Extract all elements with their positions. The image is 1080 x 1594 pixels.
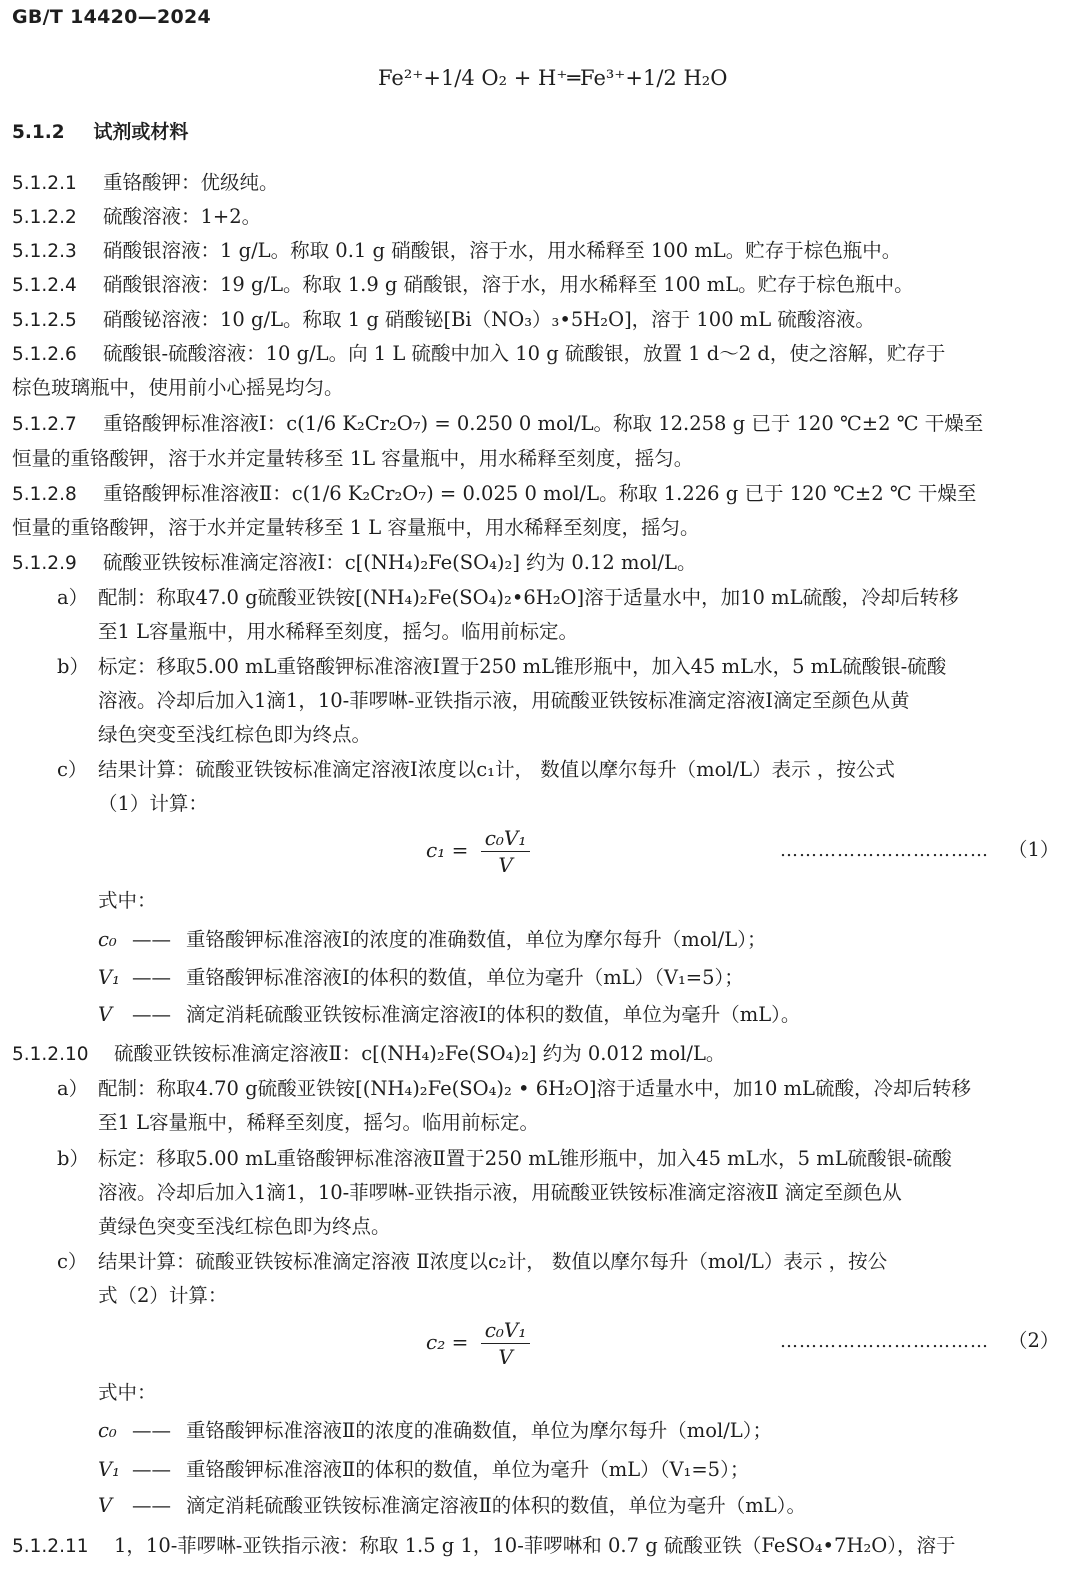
clause-text: 硫酸溶液：1+2。 [103,205,262,228]
formula-number: （2） [1008,1329,1060,1352]
clause-text: 重铬酸钾：优级纯。 [103,171,279,194]
sub-item-label: b） [57,1147,89,1170]
sub-item-b-continued: 绿色突变至浅红棕色即为终点。 [98,723,372,746]
symbol: V [98,1494,113,1517]
clause-number: 5.1.2.6 [12,344,77,365]
clause-5-1-2-8 [12,484,976,505]
sub-item-b-continued: 溶液。冷却后加入1滴1，10-菲啰啉-亚铁指示液，用硫酸亚铁铵标准滴定溶液Ⅰ滴定至颜色从黄 [98,689,910,712]
sub-item-label: a） [57,586,89,609]
formula-fraction [481,1318,531,1369]
clause-5-1-2-6-continued: 棕色玻璃瓶中，使用前小心摇晃均匀。 [12,376,344,399]
symbol: V [98,1003,113,1026]
symbol: V₁ [98,966,120,989]
formula-1 [426,826,530,877]
clause-5-1-2-6 [12,344,945,365]
formula-2 [426,1318,530,1369]
clause-5-1-2-11 [12,1536,956,1557]
clause-text: 硝酸银溶液：19 g/L。称取 1.9 g 硝酸银，溶于水，用水稀释至 100 mL。贮存于棕色瓶中。 [103,273,914,296]
clause-5-1-2-2 [12,207,261,228]
clause-5-1-2-9 [12,553,696,574]
section-title: 试剂或材料 [93,121,189,143]
sub-item-text: 标定：移取5.00 mL重铬酸钾标准溶液Ⅰ置于250 mL锥形瓶中，加入45 mL水，5 mL硫酸银-硫酸 [98,655,947,678]
sub-item-b [57,657,946,677]
clause-5-1-2-10 [12,1044,725,1065]
section-heading [12,117,188,144]
formula-leader-dots: …………………………… [780,1331,989,1352]
sub-item-b [57,1149,952,1169]
sub-item-text: 标定：移取5.00 mL重铬酸钾标准溶液Ⅱ置于250 mL锥形瓶中，加入45 mL水，5 mL硫酸银-硫酸 [98,1147,952,1170]
sub-item-c-continued: 式（2）计算： [98,1284,228,1307]
standard-code: GB/T 14420—2024 [12,6,212,28]
definition-text: 重铬酸钾标准溶液Ⅰ的浓度的准确数值，单位为摩尔每升（mol/L）； [186,928,767,951]
dash: —— [132,966,171,989]
definition-text: 重铬酸钾标准溶液Ⅱ的浓度的准确数值，单位为摩尔每升（mol/L）； [186,1419,772,1442]
clause-text: 重铬酸钾标准溶液Ⅰ：c(1/6 K₂Cr₂O₇) = 0.250 0 mol/L。称取 12.258 g 已于 120 ℃±2 ℃ 干燥至 [103,412,984,435]
dash: —— [132,1419,171,1442]
clause-number: 5.1.2.10 [12,1044,89,1065]
sub-item-c [57,760,895,780]
formula-lhs: c₁ = [426,838,469,862]
clause-text: 硝酸铋溶液：10 g/L。称取 1 g 硝酸铋[Bi（NO₃）₃•5H₂O]，溶于 100 mL 硫酸溶液。 [103,308,875,331]
definition-v1 [98,1460,749,1480]
clause-text: 硫酸银-硫酸溶液：10 g/L。向 1 L 硫酸中加入 10 g 硫酸银，放置 1 d～2 d，使之溶解，贮存于 [103,342,946,365]
clause-number: 5.1.2.9 [12,553,77,574]
dash: —— [132,1494,171,1517]
clause-number: 5.1.2.2 [12,207,77,228]
sub-item-text: 配制：称取47.0 g硫酸亚铁铵[(NH₄)₂Fe(SO₄)₂•6H₂O]溶于适量水中，加10 mL硫酸，冷却后转移 [98,586,959,609]
reaction-equation: Fe²⁺+1/4 O₂ + H⁺═Fe³⁺+1/2 H₂O [378,66,728,90]
clause-5-1-2-1 [12,173,279,194]
sub-item-text: 结果计算：硫酸亚铁铵标准滴定溶液 Ⅱ浓度以c₂计， 数值以摩尔每升（mol/L）表示 ，按公 [98,1250,888,1273]
clause-number: 5.1.2.1 [12,173,77,194]
fraction-numerator: c₀V₁ [481,826,531,852]
definition-v [98,1005,800,1025]
clause-text: 硫酸亚铁铵标准滴定溶液Ⅰ：c[(NH₄)₂Fe(SO₄)₂] 约为 0.12 mol/L。 [103,551,697,574]
clause-number: 5.1.2.4 [12,275,77,296]
clause-text: 重铬酸钾标准溶液Ⅱ：c(1/6 K₂Cr₂O₇) = 0.025 0 mol/L。称取 1.226 g 已于 120 ℃±2 ℃ 干燥至 [103,482,977,505]
sub-item-c [57,1252,887,1272]
clause-number: 5.1.2.3 [12,241,77,262]
definition-text: 滴定消耗硫酸亚铁铵标准滴定溶液Ⅰ的体积的数值，单位为毫升（mL）。 [186,1003,801,1026]
dash: —— [132,1003,171,1026]
formula-leader-dots: …………………………… [780,840,989,861]
clause-5-1-2-8-continued: 恒量的重铬酸钾，溶于水并定量转移至 1 L 容量瓶中，用水稀释至刻度，摇匀。 [12,516,700,539]
clause-5-1-2-5 [12,310,875,331]
clause-number: 5.1.2.8 [12,484,77,505]
definition-text: 重铬酸钾标准溶液Ⅰ的体积的数值，单位为毫升（mL）（V₁=5）； [186,966,744,989]
sub-item-label: c） [57,758,88,781]
sub-item-b-continued: 溶液。冷却后加入1滴1，10-菲啰啉-亚铁指示液，用硫酸亚铁铵标准滴定溶液Ⅱ 滴定至颜色从 [98,1181,902,1204]
clause-text: 1，10-菲啰啉-亚铁指示液：称取 1.5 g 1，10-菲啰啉和 0.7 g 硫酸亚铁（FeSO₄•7H₂O），溶于 [114,1534,956,1557]
sub-item-a-continued: 至1 L容量瓶中，用水稀释至刻度，摇匀。临用前标定。 [98,620,579,643]
clause-number: 5.1.2.5 [12,310,77,331]
definition-text: 滴定消耗硫酸亚铁铵标准滴定溶液Ⅱ的体积的数值，单位为毫升（mL）。 [186,1494,806,1517]
clause-text: 硫酸亚铁铵标准滴定溶液Ⅱ：c[(NH₄)₂Fe(SO₄)₂] 约为 0.012 mol/L。 [114,1042,726,1065]
sub-item-b-continued: 黄绿色突变至浅红棕色即为终点。 [98,1215,391,1238]
where-label: 式中： [98,889,157,912]
formula-lhs: c₂ = [426,1330,469,1354]
dash: —— [132,1458,171,1481]
sub-item-a [57,588,959,608]
clause-number: 5.1.2.7 [12,414,77,435]
sub-item-a [57,1079,971,1099]
definition-c0 [98,1421,772,1441]
sub-item-a-continued: 至1 L容量瓶中，稀释至刻度，摇匀。临用前标定。 [98,1111,540,1134]
sub-item-c-continued: （1）计算： [98,792,208,815]
dash: —— [132,928,171,951]
clause-5-1-2-4 [12,275,914,296]
sub-item-label: a） [57,1077,89,1100]
sub-item-text: 配制：称取4.70 g硫酸亚铁铵[(NH₄)₂Fe(SO₄)₂ • 6H₂O]溶于适量水中，加10 mL硫酸，冷却后转移 [98,1077,971,1100]
definition-c0 [98,930,766,950]
definition-text: 重铬酸钾标准溶液Ⅱ的体积的数值，单位为毫升（mL）（V₁=5）； [186,1458,750,1481]
sub-item-label: c） [57,1250,88,1273]
clause-5-1-2-7-continued: 恒量的重铬酸钾，溶于水并定量转移至 1L 容量瓶中，用水稀释至刻度，摇匀。 [12,447,694,470]
clause-number: 5.1.2.11 [12,1536,89,1557]
symbol: V₁ [98,1458,120,1481]
sub-item-text: 结果计算：硫酸亚铁铵标准滴定溶液Ⅰ浓度以c₁计， 数值以摩尔每升（mol/L）表示 ，按公式 [98,758,895,781]
symbol: c₀ [98,928,117,951]
sub-item-label: b） [57,655,89,678]
clause-text: 硝酸银溶液：1 g/L。称取 0.1 g 硝酸银，溶于水，用水稀释至 100 mL。贮存于棕色瓶中。 [103,239,902,262]
definition-v [98,1496,806,1516]
formula-number: （1） [1008,838,1060,861]
section-number: 5.1.2 [12,122,65,143]
where-label: 式中： [98,1381,157,1404]
clause-5-1-2-3 [12,241,901,262]
definition-v1 [98,968,744,988]
fraction-denominator: V [498,853,513,877]
fraction-numerator: c₀V₁ [481,1318,531,1344]
fraction-denominator: V [498,1345,513,1369]
symbol: c₀ [98,1419,117,1442]
clause-5-1-2-7 [12,414,983,435]
formula-fraction [481,826,531,877]
